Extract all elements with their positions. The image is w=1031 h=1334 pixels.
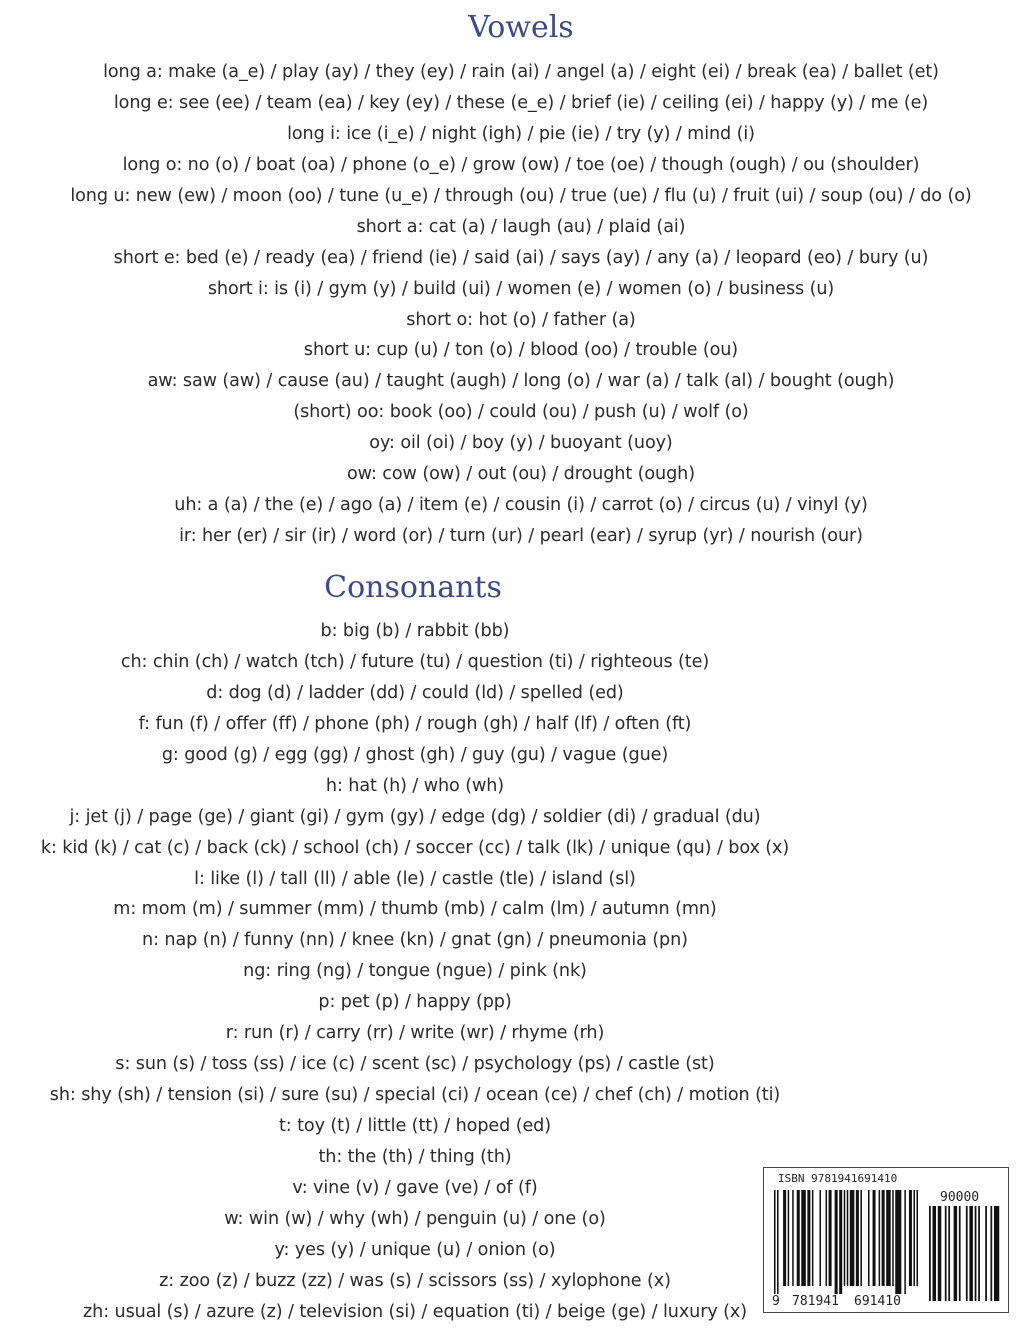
barcode-bar <box>909 1190 912 1286</box>
barcode-bar <box>904 1190 906 1294</box>
barcode-bar <box>797 1190 800 1286</box>
barcode-bar <box>985 1206 987 1301</box>
vowel-line: short a: cat (a) / laugh (au) / plaid (ai) <box>356 216 686 237</box>
barcode-bar <box>892 1190 894 1286</box>
consonant-line: r: run (r) / carry (rr) / write (wr) / rhyme (rh) <box>225 1023 605 1044</box>
barcode-bar <box>812 1190 814 1286</box>
barcode-digits <box>770 1292 920 1312</box>
consonant-line: m: mom (m) / summer (mm) / thumb (mb) / calm (lm) / autumn (mn) <box>113 899 717 920</box>
vowel-line: oy: oil (oi) / boy (y) / buoyant (uoy) <box>369 433 673 454</box>
barcode-bar <box>835 1190 838 1294</box>
vowel-line: aw: saw (aw) / cause (au) / taught (augh) / long (o) / war (a) / talk (al) / bought (ough) <box>147 371 895 392</box>
isbn-barcode <box>763 1167 1009 1313</box>
barcode-bar <box>938 1206 942 1301</box>
vowels-heading: Vowels <box>468 10 574 45</box>
vowel-line: long e: see (ee) / team (ea) / key (ey) / these (e_e) / brief (ie) / ceiling (ei) / happy (y) / me (e) <box>113 92 929 113</box>
barcode-digits-left: 781941 <box>792 1294 839 1309</box>
barcode-bar <box>994 1206 999 1301</box>
consonant-line: p: pet (p) / happy (pp) <box>318 992 512 1013</box>
barcode-bar <box>990 1206 992 1301</box>
isbn-label: ISBN 9781941691410 <box>778 1172 898 1185</box>
barcode-bar <box>783 1190 786 1286</box>
barcode-bar <box>807 1190 810 1286</box>
consonant-list <box>0 616 830 1328</box>
barcode-bar <box>959 1206 961 1301</box>
consonant-line: t: toy (t) / little (tt) / hoped (ed) <box>278 1116 552 1136</box>
barcode-bar <box>969 1206 973 1301</box>
vowel-line: long i: ice (i_e) / night (igh) / pie (ie) / try (y) / mind (i) <box>287 123 755 144</box>
vowel-line: short e: bed (e) / ready (ea) / friend (ie) / said (ai) / says (ay) / any (a) / leopard (eo) / bury (u) <box>113 247 929 268</box>
barcode-bar <box>826 1190 828 1286</box>
barcode-bar <box>856 1190 859 1286</box>
barcode-digit-first: 9 <box>772 1294 780 1309</box>
barcode-bar <box>819 1190 821 1286</box>
consonant-line: y: yes (y) / unique (u) / onion (o) <box>274 1239 556 1260</box>
consonant-line: f: fun (f) / offer (ff) / phone (ph) / rough (gh) / half (lf) / often (ft) <box>138 713 692 734</box>
consonant-line: b: big (b) / rabbit (bb) <box>320 621 510 641</box>
barcode-bar <box>886 1190 891 1286</box>
consonant-line: k: kid (k) / cat (c) / back (ck) / school (ch) / soccer (cc) / talk (lk) / unique (qu) / box (x) <box>40 837 790 858</box>
consonants-heading: Consonants <box>324 570 502 605</box>
vowel-line: long a: make (a_e) / play (ay) / they (ey) / rain (ai) / angel (a) / eight (ei) / break (ea) / ballet (et) <box>103 62 939 82</box>
consonant-line: j: jet (j) / page (ge) / giant (gi) / gym (gy) / edge (dg) / soldier (di) / gradual (du) <box>69 806 761 827</box>
consonant-line: z: zoo (z) / buzz (zz) / was (s) / scissors (ss) / xylophone (x) <box>159 1270 671 1291</box>
barcode-bar <box>847 1190 849 1286</box>
barcode-bar <box>792 1190 794 1286</box>
addon-barcode-bars <box>929 1206 1001 1301</box>
barcode-bar <box>844 1190 846 1286</box>
vowel-line: uh: a (a) / the (e) / ago (a) / item (e) / cousin (i) / carrot (o) / circus (u) / vinyl (y) <box>174 495 868 516</box>
barcode-bar <box>948 1206 950 1301</box>
vowel-list <box>0 57 1031 552</box>
barcode-bar <box>966 1206 968 1301</box>
barcode-bar <box>873 1190 876 1286</box>
barcode-bar <box>945 1206 947 1301</box>
barcode-bar <box>978 1206 980 1301</box>
barcode-bar <box>788 1190 790 1286</box>
consonant-line: n: nap (n) / funny (nn) / knee (kn) / gnat (gn) / pneumonia (pn) <box>142 930 688 951</box>
barcode-bar <box>933 1206 937 1301</box>
price-code: 90000 <box>940 1190 980 1205</box>
barcode-bar <box>882 1190 885 1286</box>
barcode-bar <box>829 1190 832 1286</box>
barcode-bar <box>929 1206 931 1301</box>
vowel-line: long o: no (o) / boat (oa) / phone (o_e) / grow (ow) / toe (oe) / though (ough) / ou (shoulder) <box>122 154 920 175</box>
consonant-line: d: dog (d) / ladder (dd) / could (ld) / spelled (ed) <box>206 682 624 703</box>
vowel-line: short o: hot (o) / father (a) <box>406 309 636 330</box>
consonant-line: sh: shy (sh) / tension (si) / sure (su) / special (ci) / ocean (ce) / chef (ch) / motion (ti) <box>49 1085 781 1106</box>
barcode-bar <box>913 1190 915 1286</box>
consonant-line: g: good (g) / egg (gg) / ghost (gh) / guy (gu) / vague (gue) <box>161 744 669 765</box>
barcode-bar <box>895 1190 901 1294</box>
barcode-bar <box>850 1190 855 1286</box>
consonant-line: th: the (th) / thing (th) <box>318 1146 512 1167</box>
consonant-line: l: like (l) / tall (ll) / able (le) / castle (tle) / island (sl) <box>194 868 636 889</box>
barcode-digits-right: 691410 <box>854 1294 901 1309</box>
consonant-line: w: win (w) / why (wh) / penguin (u) / one (o) <box>224 1208 606 1229</box>
barcode-bar <box>975 1206 977 1301</box>
consonant-line: ch: chin (ch) / watch (tch) / future (tu) / question (ti) / righteous (te) <box>120 651 710 672</box>
vowel-line: (short) oo: book (oo) / could (ou) / push (u) / wolf (o) <box>293 402 749 423</box>
barcode-bar <box>860 1190 862 1286</box>
vowel-line: short u: cup (u) / ton (o) / blood (oo) / trouble (ou) <box>303 340 739 361</box>
vowel-line: ow: cow (ow) / out (ou) / drought (ough) <box>347 464 695 485</box>
barcode-bar <box>801 1190 806 1286</box>
consonant-line: h: hat (h) / who (wh) <box>325 775 505 796</box>
barcode-bar <box>774 1190 776 1294</box>
barcode-bar <box>916 1190 918 1286</box>
vowel-line: long u: new (ew) / moon (oo) / tune (u_e) / through (ou) / true (ue) / flu (u) / fruit (ui) / soup (ou) / do (o) <box>70 185 972 206</box>
barcode-bar <box>954 1206 958 1301</box>
barcode-bar <box>777 1190 779 1294</box>
barcode-bar <box>839 1190 842 1294</box>
consonant-line: zh: usual (s) / azure (z) / television (si) / equation (ti) / beige (ge) / luxury (x) <box>83 1301 747 1322</box>
vowel-line: ir: her (er) / sir (ir) / word (or) / turn (ur) / pearl (ear) / syrup (yr) / nourish (our) <box>179 526 863 547</box>
vowel-line: short i: is (i) / gym (y) / build (ui) / women (e) / women (o) / business (u) <box>207 278 835 299</box>
barcode-bars <box>774 1190 918 1295</box>
consonant-line: s: sun (s) / toss (ss) / ice (c) / scent (sc) / psychology (ps) / castle (st) <box>115 1054 715 1075</box>
consonant-line: ng: ring (ng) / tongue (ngue) / pink (nk) <box>243 961 587 982</box>
consonant-line: v: vine (v) / gave (ve) / of (f) <box>292 1177 538 1198</box>
barcode-bar <box>879 1190 881 1286</box>
barcode-bar <box>868 1190 870 1286</box>
